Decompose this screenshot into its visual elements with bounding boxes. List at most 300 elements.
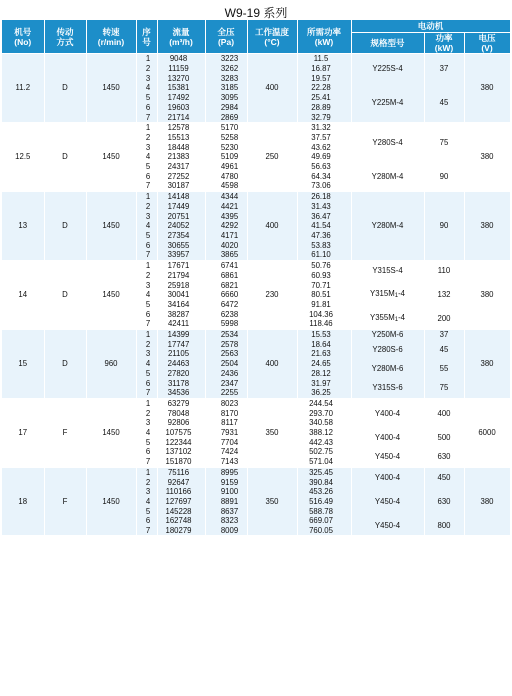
pressure-value: 3223 (205, 54, 247, 64)
sequence-number: 5 (136, 506, 157, 516)
flow-value: 9048 (157, 54, 205, 64)
pressure-value: 6741 (205, 260, 247, 270)
flow-value: 17747 (157, 339, 205, 349)
motor-model: Y400-4 (351, 428, 424, 447)
flow-value: 151870 (157, 457, 205, 467)
pressure-value: 2504 (205, 359, 247, 369)
speed-value: 960 (86, 329, 136, 398)
table-row (2, 329, 510, 339)
motor-model: Y315S-6 (351, 378, 424, 398)
sequence-number: 3 (136, 280, 157, 290)
flow-value: 27252 (157, 171, 205, 181)
header-motor (351, 20, 510, 33)
drive-mode: F (44, 398, 86, 467)
flow-value: 14399 (157, 329, 205, 339)
temperature-value: 400 (247, 329, 297, 398)
flow-value: 20751 (157, 211, 205, 221)
flow-value: 21105 (157, 349, 205, 359)
pressure-value: 2347 (205, 378, 247, 388)
flow-value: 34164 (157, 300, 205, 310)
header-temp-label: 工作温度 (°C) (254, 26, 289, 47)
pressure-value: 4344 (205, 191, 247, 201)
pressure-value: 3283 (205, 73, 247, 83)
pressure-value: 3185 (205, 83, 247, 93)
flow-value: 11159 (157, 64, 205, 74)
motor-rated-power: 37 (424, 54, 464, 84)
flow-value: 78048 (157, 408, 205, 418)
motor-rated-power: 450 (424, 467, 464, 487)
pressure-value: 2869 (205, 112, 247, 122)
sequence-number: 5 (136, 231, 157, 241)
speed-value: 1450 (86, 191, 136, 260)
fan-number: 12.5 (2, 122, 44, 191)
header-no-label: 机号 (No) (14, 26, 32, 47)
fan-spec-table (2, 20, 511, 535)
sequence-number: 3 (136, 487, 157, 497)
header-voltage (464, 33, 510, 54)
pressure-value: 3865 (205, 250, 247, 260)
motor-model: Y315S-4 (351, 260, 424, 280)
temperature-value: 350 (247, 398, 297, 467)
flow-value: 18448 (157, 142, 205, 152)
power-required-value: 293.70 (297, 408, 351, 418)
motor-model-subscript: 1 (394, 293, 399, 300)
power-required-value: 442.43 (297, 437, 351, 447)
pressure-value: 8637 (205, 506, 247, 516)
sequence-number: 4 (136, 428, 157, 438)
sequence-number: 4 (136, 221, 157, 231)
power-required-value: 571.04 (297, 457, 351, 467)
pressure-value: 2436 (205, 369, 247, 379)
fan-number: 17 (2, 398, 44, 467)
header-seq (136, 20, 157, 54)
sequence-number: 7 (136, 112, 157, 122)
fan-number: 13 (2, 191, 44, 260)
motor-model: Y280S-6 (351, 339, 424, 358)
pressure-value: 7424 (205, 447, 247, 457)
fan-number: 14 (2, 260, 44, 329)
motor-rated-power: 55 (424, 359, 464, 378)
sequence-number: 3 (136, 211, 157, 221)
pressure-value: 7143 (205, 457, 247, 467)
header-rated-label: 功率 (kW) (434, 33, 454, 53)
flow-value: 180279 (157, 526, 205, 536)
sequence-number: 2 (136, 202, 157, 212)
pressure-value: 4598 (205, 181, 247, 191)
flow-value: 63279 (157, 398, 205, 408)
motor-rated-power: 630 (424, 487, 464, 516)
header-power-label: 所需功率 (kW) (306, 26, 341, 47)
power-required-value: 118.46 (297, 319, 351, 329)
fan-number: 11.2 (2, 54, 44, 123)
sequence-number: 4 (136, 359, 157, 369)
motor-voltage: 380 (464, 260, 510, 329)
sequence-number: 1 (136, 329, 157, 339)
motor-rated-power: 500 (424, 428, 464, 447)
power-required-value: 73.06 (297, 181, 351, 191)
sequence-number: 7 (136, 181, 157, 191)
flow-value: 12578 (157, 122, 205, 132)
header-rated (424, 33, 464, 54)
motor-model: Y450-4 (351, 516, 424, 535)
drive-mode: D (44, 329, 86, 398)
pressure-value: 5170 (205, 122, 247, 132)
power-required-value: 49.69 (297, 152, 351, 162)
flow-value: 162748 (157, 516, 205, 526)
temperature-value: 400 (247, 191, 297, 260)
flow-value: 122344 (157, 437, 205, 447)
power-required-value: 31.43 (297, 202, 351, 212)
power-required-value: 43.62 (297, 142, 351, 152)
motor-voltage: 380 (464, 54, 510, 123)
sequence-number: 1 (136, 191, 157, 201)
power-required-value: 60.93 (297, 270, 351, 280)
pressure-value: 9159 (205, 477, 247, 487)
power-required-value: 80.51 (297, 290, 351, 300)
pressure-value: 6238 (205, 309, 247, 319)
sequence-number: 2 (136, 408, 157, 418)
power-required-value: 70.71 (297, 280, 351, 290)
pressure-value: 5998 (205, 319, 247, 329)
power-required-value: 390.84 (297, 477, 351, 487)
drive-mode: D (44, 260, 86, 329)
sequence-number: 4 (136, 152, 157, 162)
pressure-value: 7704 (205, 437, 247, 447)
sequence-number: 1 (136, 260, 157, 270)
header-motor-label: 电动机 (417, 21, 444, 31)
power-required-value: 56.63 (297, 162, 351, 172)
flow-value: 33957 (157, 250, 205, 260)
header-seq-label: 序 号 (142, 26, 151, 47)
table-row (2, 467, 510, 477)
speed-value: 1450 (86, 467, 136, 535)
power-required-value: 24.65 (297, 359, 351, 369)
flow-value: 30041 (157, 290, 205, 300)
power-required-value: 19.57 (297, 73, 351, 83)
sequence-number: 2 (136, 477, 157, 487)
motor-model-prefix: Y315M (370, 289, 395, 299)
power-required-value: 25.41 (297, 93, 351, 103)
power-required-value: 516.49 (297, 497, 351, 507)
pressure-value: 5258 (205, 133, 247, 143)
flow-value: 38287 (157, 309, 205, 319)
speed-value: 1450 (86, 54, 136, 123)
motor-model-suffix: -4 (398, 289, 405, 299)
sequence-number: 1 (136, 122, 157, 132)
motor-rated-power: 75 (424, 378, 464, 398)
power-required-value: 21.63 (297, 349, 351, 359)
drive-mode: D (44, 54, 86, 123)
sequence-number: 3 (136, 142, 157, 152)
pressure-value: 9100 (205, 487, 247, 497)
power-required-value: 760.05 (297, 526, 351, 536)
sequence-number: 6 (136, 378, 157, 388)
pressure-value: 4020 (205, 240, 247, 250)
motor-model-suffix: -4 (398, 313, 405, 323)
flow-value: 27354 (157, 231, 205, 241)
motor-model: Y450-4 (351, 487, 424, 516)
sequence-number: 6 (136, 447, 157, 457)
power-required-value: 61.10 (297, 250, 351, 260)
pressure-value: 8995 (205, 467, 247, 477)
flow-value: 24463 (157, 359, 205, 369)
drive-mode: D (44, 191, 86, 260)
flow-value: 107575 (157, 428, 205, 438)
table-row (2, 122, 510, 132)
sequence-number: 7 (136, 250, 157, 260)
sequence-number: 6 (136, 309, 157, 319)
motor-model: Y280S-4 (351, 122, 424, 161)
table-row (2, 191, 510, 201)
power-required-value: 53.83 (297, 240, 351, 250)
flow-value: 13270 (157, 73, 205, 83)
flow-value: 42411 (157, 319, 205, 329)
page-title: W9-19 系列 (224, 6, 288, 20)
power-required-value: 22.28 (297, 83, 351, 93)
power-required-value: 388.12 (297, 428, 351, 438)
motor-rated-power: 90 (424, 191, 464, 260)
flow-value: 92647 (157, 477, 205, 487)
pressure-value: 8023 (205, 398, 247, 408)
power-required-value: 26.18 (297, 191, 351, 201)
power-required-value: 37.57 (297, 133, 351, 143)
power-required-value: 36.25 (297, 388, 351, 398)
motor-rated-power: 75 (424, 122, 464, 161)
sequence-number: 3 (136, 73, 157, 83)
header-power (297, 20, 351, 54)
motor-model-prefix: Y355M (370, 313, 395, 323)
motor-rated-power: 90 (424, 162, 464, 192)
sequence-number: 6 (136, 516, 157, 526)
power-required-value: 36.47 (297, 211, 351, 221)
sequence-number: 6 (136, 240, 157, 250)
pressure-value: 2534 (205, 329, 247, 339)
pressure-value: 2563 (205, 349, 247, 359)
motor-voltage: 380 (464, 191, 510, 260)
power-required-value: 31.32 (297, 122, 351, 132)
motor-rated-power: 800 (424, 516, 464, 535)
power-required-value: 588.78 (297, 506, 351, 516)
motor-rated-power: 400 (424, 398, 464, 428)
pressure-value: 2984 (205, 103, 247, 113)
sequence-number: 2 (136, 270, 157, 280)
power-required-value: 453.26 (297, 487, 351, 497)
motor-model: Y400-4 (351, 467, 424, 487)
fan-number: 18 (2, 467, 44, 535)
pressure-value: 3095 (205, 93, 247, 103)
header-model-label: 规格型号 (370, 38, 405, 48)
header-drive (44, 20, 86, 54)
drive-mode: F (44, 467, 86, 535)
pressure-value: 5109 (205, 152, 247, 162)
sequence-number: 5 (136, 300, 157, 310)
header-flow (157, 20, 205, 54)
flow-value: 30655 (157, 240, 205, 250)
header-speed-label: 转速 (r/min) (97, 26, 125, 47)
flow-value: 24052 (157, 221, 205, 231)
sequence-number: 2 (136, 133, 157, 143)
pressure-value: 7931 (205, 428, 247, 438)
motor-model-subscript: 1 (394, 317, 399, 324)
pressure-value: 4395 (205, 211, 247, 221)
flow-value: 34536 (157, 388, 205, 398)
flow-value: 110166 (157, 487, 205, 497)
power-required-value: 325.45 (297, 467, 351, 477)
motor-rated-power: 45 (424, 83, 464, 122)
speed-value: 1450 (86, 122, 136, 191)
pressure-value: 8170 (205, 408, 247, 418)
power-required-value: 32.79 (297, 112, 351, 122)
motor-model: Y225S-4 (351, 54, 424, 84)
motor-voltage: 380 (464, 329, 510, 398)
power-required-value: 64.34 (297, 171, 351, 181)
sequence-number: 4 (136, 83, 157, 93)
power-required-value: 16.87 (297, 64, 351, 74)
flow-value: 127697 (157, 497, 205, 507)
flow-value: 31178 (157, 378, 205, 388)
power-required-value: 502.75 (297, 447, 351, 457)
pressure-value: 6861 (205, 270, 247, 280)
motor-voltage: 380 (464, 122, 510, 191)
speed-value: 1450 (86, 260, 136, 329)
power-required-value: 18.64 (297, 339, 351, 349)
motor-model: Y280M-4 (351, 162, 424, 192)
motor-rated-power: 200 (424, 309, 464, 329)
sequence-number: 3 (136, 349, 157, 359)
header-voltage-label: 电压 (V) (478, 33, 496, 53)
power-required-value: 340.58 (297, 418, 351, 428)
temperature-value: 230 (247, 260, 297, 329)
fan-number: 15 (2, 329, 44, 398)
pressure-value: 6472 (205, 300, 247, 310)
pressure-value: 8323 (205, 516, 247, 526)
motor-rated-power: 132 (424, 280, 464, 309)
sequence-number: 1 (136, 467, 157, 477)
sequence-number: 5 (136, 437, 157, 447)
sequence-number: 2 (136, 64, 157, 74)
sequence-number: 5 (136, 162, 157, 172)
pressure-value: 4961 (205, 162, 247, 172)
header-model (351, 33, 424, 54)
header-flow-label: 流量 (m³/h) (169, 26, 193, 47)
motor-model: Y450-4 (351, 447, 424, 467)
motor-model (351, 309, 424, 329)
flow-value: 21714 (157, 112, 205, 122)
power-required-value: 11.5 (297, 54, 351, 64)
sequence-number: 7 (136, 526, 157, 536)
header-no (2, 20, 44, 54)
sequence-number: 5 (136, 369, 157, 379)
power-required-value: 15.53 (297, 329, 351, 339)
motor-rated-power: 630 (424, 447, 464, 467)
pressure-value: 8891 (205, 497, 247, 507)
pressure-value: 8117 (205, 418, 247, 428)
motor-model: Y280M-6 (351, 359, 424, 378)
table-row (2, 54, 510, 64)
sequence-number: 7 (136, 319, 157, 329)
table-body (2, 54, 510, 536)
temperature-value: 350 (247, 467, 297, 535)
motor-rated-power: 110 (424, 260, 464, 280)
pressure-value: 2255 (205, 388, 247, 398)
temperature-value: 400 (247, 54, 297, 123)
pressure-value: 4780 (205, 171, 247, 181)
motor-model: Y250M-6 (351, 329, 424, 339)
header-speed (86, 20, 136, 54)
drive-mode: D (44, 122, 86, 191)
header-pressure (205, 20, 247, 54)
sequence-number: 7 (136, 457, 157, 467)
flow-value: 21383 (157, 152, 205, 162)
pressure-value: 5230 (205, 142, 247, 152)
sequence-number: 7 (136, 388, 157, 398)
flow-value: 24317 (157, 162, 205, 172)
power-required-value: 244.54 (297, 398, 351, 408)
pressure-value: 2578 (205, 339, 247, 349)
sequence-number: 2 (136, 339, 157, 349)
motor-model: Y225M-4 (351, 83, 424, 122)
sequence-number: 4 (136, 497, 157, 507)
sequence-number: 1 (136, 398, 157, 408)
flow-value: 75116 (157, 467, 205, 477)
power-required-value: 28.12 (297, 369, 351, 379)
table-row (2, 398, 510, 408)
flow-value: 25918 (157, 280, 205, 290)
flow-value: 145228 (157, 506, 205, 516)
flow-value: 137102 (157, 447, 205, 457)
power-required-value: 104.36 (297, 309, 351, 319)
motor-voltage: 380 (464, 467, 510, 535)
flow-value: 21794 (157, 270, 205, 280)
motor-model: Y400-4 (351, 398, 424, 428)
flow-value: 14148 (157, 191, 205, 201)
speed-value: 1450 (86, 398, 136, 467)
motor-model (351, 280, 424, 309)
sequence-number: 3 (136, 418, 157, 428)
flow-value: 27820 (157, 369, 205, 379)
header-drive-label: 传动 方式 (56, 26, 74, 47)
pressure-value: 4421 (205, 202, 247, 212)
sequence-number: 6 (136, 103, 157, 113)
power-required-value: 50.76 (297, 260, 351, 270)
power-required-value: 669.07 (297, 516, 351, 526)
motor-rated-power: 37 (424, 329, 464, 339)
flow-value: 30187 (157, 181, 205, 191)
sequence-number: 1 (136, 54, 157, 64)
pressure-value: 4171 (205, 231, 247, 241)
motor-model: Y280M-4 (351, 191, 424, 260)
pressure-value: 6821 (205, 280, 247, 290)
power-required-value: 47.36 (297, 231, 351, 241)
power-required-value: 91.81 (297, 300, 351, 310)
pressure-value: 4292 (205, 221, 247, 231)
pressure-value: 3262 (205, 64, 247, 74)
flow-value: 15381 (157, 83, 205, 93)
sequence-number: 5 (136, 93, 157, 103)
flow-value: 15513 (157, 133, 205, 143)
power-required-value: 41.54 (297, 221, 351, 231)
power-required-value: 28.89 (297, 103, 351, 113)
flow-value: 92806 (157, 418, 205, 428)
pressure-value: 6660 (205, 290, 247, 300)
header-temp (247, 20, 297, 54)
flow-value: 17492 (157, 93, 205, 103)
sequence-number: 6 (136, 171, 157, 181)
pressure-value: 8009 (205, 526, 247, 536)
flow-value: 17671 (157, 260, 205, 270)
motor-rated-power: 45 (424, 339, 464, 358)
header-pressure-label: 全压 (Pa) (217, 26, 235, 47)
